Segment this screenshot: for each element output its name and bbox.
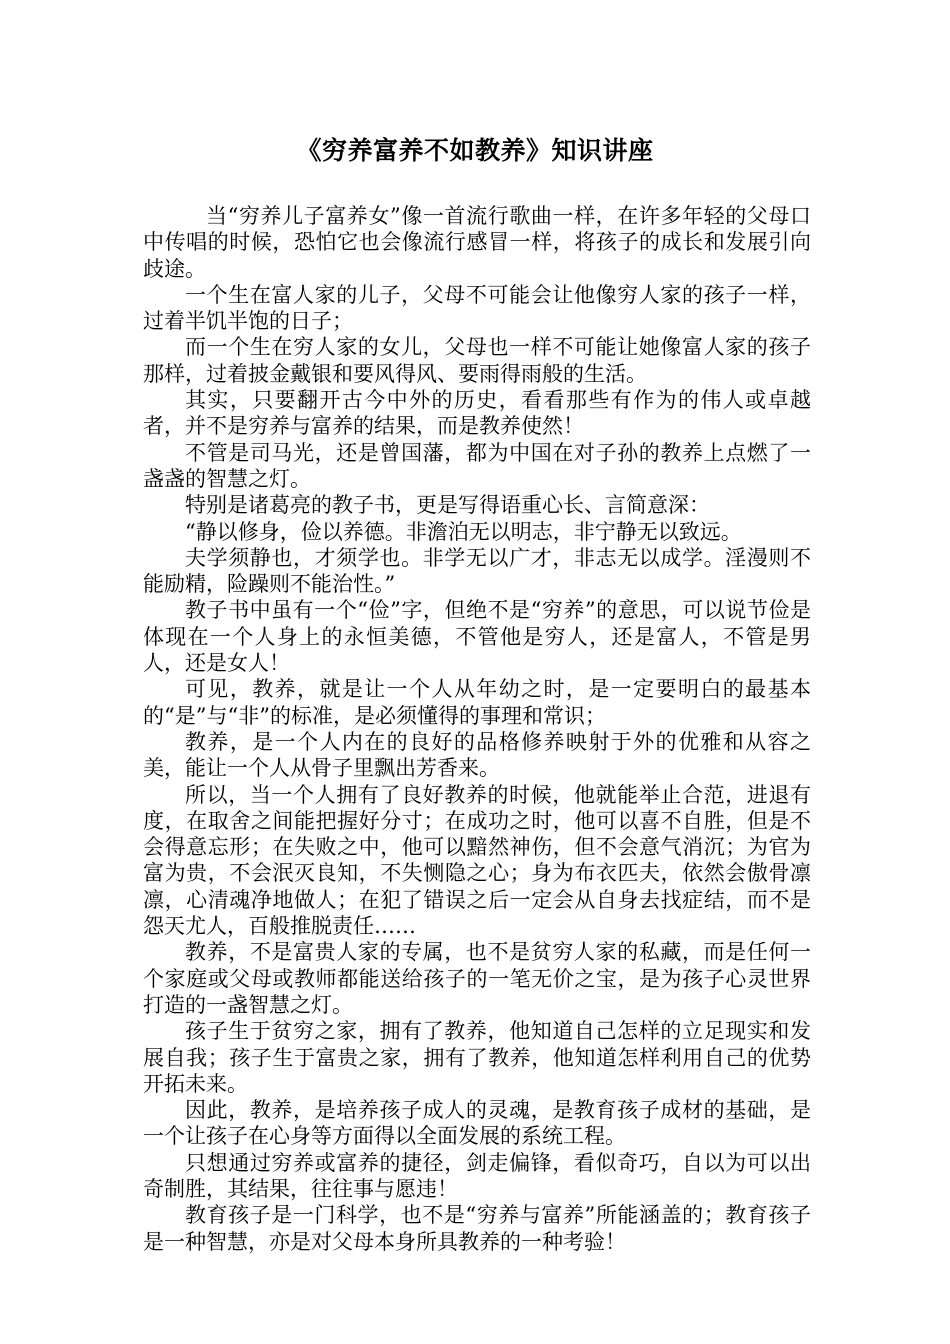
paragraph: 其实，只要翻开古今中外的历史，看看那些有作为的伟人或卓越者，并不是穷养与富养的结果，而是教养使然！ (143, 388, 811, 439)
paragraph: 可见，教养，就是让一个人从年幼之时，是一定要明白的最基本的“是”与“非”的标准，是必须懂得的事理和常识； (143, 677, 811, 728)
paragraph: 教子书中虽有一个“俭”字，但绝不是“穷养”的意思，可以说节俭是体现在一个人身上的永恒美德，不管他是穷人，还是富人，不管是男人，还是女人！ (143, 598, 811, 676)
paragraph: 而一个生在穷人家的女儿，父母也一样不可能让她像富人家的孩子那样，过着披金戴银和要风得风、要雨得雨般的生活。 (143, 335, 811, 386)
paragraph: 不管是司马光，还是曾国藩，都为中国在对子孙的教养上点燃了一盏盏的智慧之灯。 (143, 440, 811, 491)
paragraph: 因此，教养，是培养孩子成人的灵魂，是教育孩子成材的基础，是一个让孩子在心身等方面得以全面发展的系统工程。 (143, 1098, 811, 1149)
paragraph: 特别是诸葛亮的教子书，更是写得语重心长、言简意深： (185, 493, 710, 518)
article-body (143, 203, 811, 1255)
paragraph: 当“穷养儿子富养女”像一首流行歌曲一样，在许多年轻的父母口中传唱的时候，恐怕它也会像流行感冒一样，将孩子的成长和发展引向歧途。 (143, 204, 811, 281)
paragraph: 孩子生于贫穷之家，拥有了教养，他知道自己怎样的立足现实和发展自我；孩子生于富贵之家，拥有了教养，他知道怎样利用自己的优势开拓未来。 (143, 1019, 811, 1096)
paragraph: 夫学须静也，才须学也。非学无以广才，非志无以成学。淫漫则不能励精，险躁则不能治性。” (143, 545, 811, 597)
paragraph: 教育孩子是一门科学，也不是“穷养与富养”所能涵盖的；教育孩子是一种智慧，亦是对父母本身所具教养的一种考验！ (143, 1203, 811, 1254)
paragraph: 教养，是一个人内在的良好的品格修养映射于外的优雅和从容之美，能让一个人从骨子里飘出芳香来。 (143, 729, 811, 781)
paragraph: 只想通过穷养或富养的捷径，剑走偏锋，看似奇巧，自以为可以出奇制胜，其结果，往往事与愿违！ (143, 1150, 811, 1201)
paragraph: “静以修身，俭以养德。非澹泊无以明志，非宁静无以致远。 (185, 519, 742, 544)
page-title: 《穷养富养不如教养》知识讲座 (296, 136, 654, 165)
paragraph: 所以，当一个人拥有了良好教养的时候，他就能举止合范，进退有度，在取舍之间能把握好分寸；在成功之时，他可以喜不自胜，但是不会得意忘形；在失败之中，他可以黯然神伤，但不会意气消沉；为官为富为贵，不会泯灭良知，不失恻隐之心；身为布衣匹夫，依然会傲骨凛凛，心清魂净地做人；在犯了错误之后一定会从自身去找症结，而不是怨天尤人，百般推脱责任…… (143, 782, 811, 939)
paragraph: 教养，不是富贵人家的专属，也不是贫穷人家的私藏，而是任何一个家庭或父母或教师都能送给孩子的一笔无价之宝，是为孩子心灵世界打造的一盏智慧之灯。 (143, 940, 811, 1017)
paragraph: 一个生在富人家的儿子，父母不可能会让他像穷人家的孩子一样，过着半饥半饱的日子； (143, 282, 811, 334)
